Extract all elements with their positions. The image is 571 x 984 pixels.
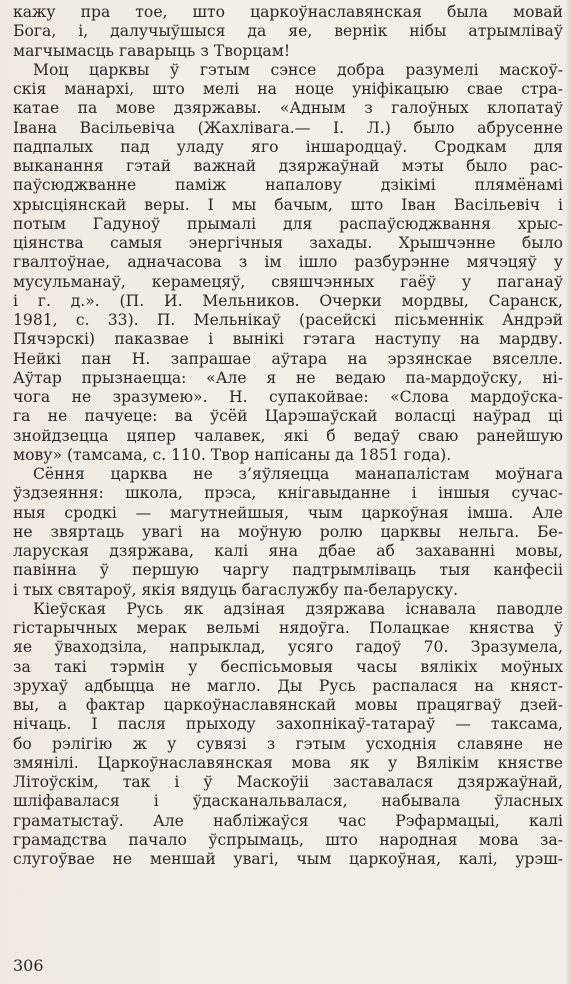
- text-line: 1981, с. 33). П. Мельнікаў (расейскі пісьменнік Андрэй: [13, 311, 563, 329]
- text-line: нічаць. І пасля прыходу захопнікаў-татараў — таксама,: [13, 715, 563, 734]
- text-line: знойдзецца цяпер чалавек, які б ведаў сваю ранейшую: [13, 426, 563, 445]
- text-line: Нейкі пан Н. запрашае аўтара на эрзянскае вяселле.: [13, 349, 563, 368]
- text-line: гвалтоўнае, адначасова з ім ішло разбурэнне мячэцяў у: [13, 253, 563, 272]
- text-line: ларуская дзяржава, калі яна дбае аб захаванні мовы,: [13, 542, 563, 560]
- page-edge-shadow: [565, 0, 571, 984]
- text-line: мову» (тамсама, с. 110. Твор напісаны да 1851 года).: [13, 445, 452, 464]
- text-line: Пячэрскі) паказвае і вынікі гэтага наступу на мардву.: [13, 330, 563, 349]
- text-line: Літоўскім, так і ў Маскоўіі заставалася дзяржаўнай,: [13, 773, 563, 791]
- text-line: Кіеўская Русь як адзіная дзяржава існавала паводле: [33, 599, 563, 618]
- page-number: 306: [13, 956, 44, 975]
- text-line: павінна ў першую чаргу падтрымліваць тыя канфесіі: [13, 561, 563, 580]
- text-line: яе ўваходзіла, напрыклад, усяго гадоў 70. Зразумела,: [13, 638, 563, 657]
- text-line: слугоўвае не меншай увагі, чым царкоўная, калі, урэш-: [13, 850, 563, 868]
- text-line: хрысціянскай веры. І мы бачым, што Іван Васільевіч і: [13, 195, 563, 214]
- text-line: бо рэлігію ж у сувязі з гэтым усходнія славяне не: [13, 734, 563, 753]
- text-line: магчымасць гаварыць з Творцам!: [13, 41, 291, 60]
- text-line: ўздзеяння: школа, прэса, кнігавыданне і іншыя сучас-: [13, 484, 563, 503]
- text-line: граматыстаў. Але набліжаўся час Рэфармацыі, калі: [13, 811, 563, 830]
- text-line: мусульманаў, керамецяў, свяшчэнных гаёў у паганаў: [13, 272, 563, 291]
- text-line: гістарычных мерак вельмі нядоўга. Полацкае княства ў: [13, 619, 563, 637]
- text-line: кажу пра тое, што царкоўнаславянская была мовай: [13, 3, 563, 21]
- text-line: падпалых пад уладу яго іншародцаў. Сродкам для: [13, 137, 563, 156]
- text-line: зрухаў адбыцца не магло. Ды Русь распалася на княст-: [13, 676, 563, 695]
- text-line: і тых святароў, якія вядуць багаслужбу па-беларуску.: [13, 580, 459, 599]
- text-line: ныя сродкі — магутнейшыя, чым царкоўная імша. Але: [13, 503, 563, 522]
- text-line: змянілі. Царкоўнаславянская мова як у Вялікім княстве: [13, 753, 563, 772]
- text-line: га не пачуеце: ва ўсёй Царэшаўскай воласці наўрад ці: [13, 407, 563, 426]
- text-line: Сёння царква не з’яўляецца манапалістам моўнага: [33, 465, 563, 483]
- text-line: Моц царквы ў гэтым сэнсе добра разумелі маскоў-: [33, 60, 563, 79]
- text-line: паўсюджванне паміж напалову дзікімі плямёнамі: [13, 176, 563, 195]
- text-line: потым Гадуноў прымалі для распаўсюджвання хрыс-: [13, 214, 563, 233]
- text-line: не звяртаць увагі на моўную ролю царквы нельга. Бе-: [13, 522, 563, 541]
- text-line: Івана Васільевіча (Жахлівага.— І. Л.) было абрусенне: [13, 118, 563, 137]
- text-line: чога не зразумею». Н. супакойвае: «Слова мардоўска-: [13, 388, 563, 406]
- text-line: вы, а фактар царкоўнаславянскай мовы працягваў дзей-: [13, 696, 563, 714]
- text-line: за такі тэрмін у беспісьмовыя часы вялікіх моўных: [13, 657, 563, 676]
- text-line: ціянства самыя энергічныя захады. Хрышчэнне было: [13, 234, 563, 252]
- text-line: грамадства пачало ўспрымаць, што народная мова за-: [13, 830, 563, 849]
- text-line: скія манархі, што мелі на ноце уніфікацыю свае стра-: [13, 80, 563, 98]
- text-line: выканання гэтай важнай дзяржаўнай мэты было рас-: [13, 157, 563, 175]
- text-line: шліфавалася і ўдасканальвалася, набывала ўласных: [13, 792, 563, 811]
- text-line: Бога, і, далучыўшыся да яе, вернік нібы атрымліваў: [13, 22, 563, 41]
- body-text: [13, 3, 563, 869]
- text-line: Аўтар прызнаецца: «Але я не ведаю па-мардоўску, ні-: [13, 368, 563, 387]
- text-line: катае па мове дзяржавы. «Адным з галоўных клопатаў: [13, 99, 563, 118]
- text-line: і г. д.». (П. И. Мельников. Очерки мордвы, Саранск,: [13, 291, 563, 310]
